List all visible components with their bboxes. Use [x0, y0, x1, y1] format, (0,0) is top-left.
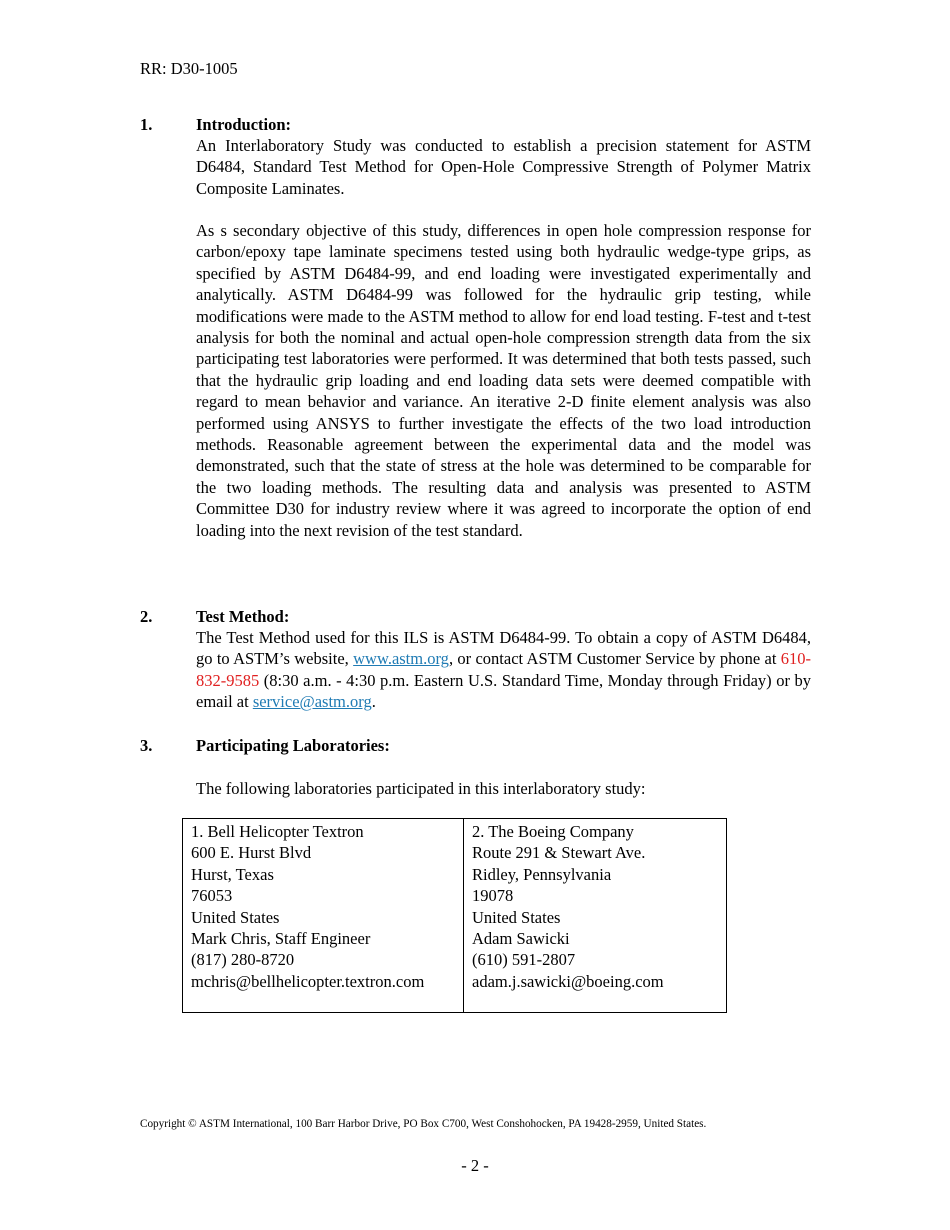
- laboratories-table: [182, 818, 727, 1013]
- table-row: [183, 819, 727, 1013]
- lab-2-zip: 19078: [472, 886, 514, 906]
- lab-1-street: 600 E. Hurst Blvd: [191, 843, 312, 863]
- section-1-number: 1.: [140, 115, 153, 134]
- intro-paragraph-1: An Interlaboratory Study was conducted to establish a precision statement for ASTM D6484, Standard Test Method for Open-Hole Compressive Strength of Polymer Matrix Composite Laminates.: [196, 136, 811, 198]
- lab-1-contact: Mark Chris, Staff Engineer: [191, 929, 371, 949]
- page-number: - 2 -: [461, 1156, 489, 1175]
- intro-paragraph-2: As s secondary objective of this study, differences in open hole compression response for carbon/epoxy tape laminate specimens tested using both hydraulic wedge-type grips, as specified by ASTM D6484-99, and end loading were investigated experimentally and analytically. ASTM D6484-99 was followed for the hydraulic grip testing, while modifications were made to the ASTM method to allow for end load testing. F-test and t-test analysis for both the nominal and actual open-hole compression strength data from the six participating test laboratories were performed. It was determined that both tests passed, such that the hydraulic grip loading and end loading data sets were deemed compatible with regard to mean behavior and variance. An iterative 2-D finite element analysis was also performed using ANSYS to further investigate the effects of the two load introduction methods. Reasonable agreement between the experimental data and the model was demonstrated, such that the state of stress at the hole was determined to be comparable for the two loading methods. The resulting data and analysis was presented to ASTM Committee D30 for industry review where it was agreed to incorporate the option of end loading into the next revision of the test standard.: [196, 221, 811, 540]
- test-method-text-d: .: [371, 692, 376, 712]
- section-1-title: Introduction:: [196, 115, 292, 134]
- astm-phone-number: 610-832-9585: [196, 649, 811, 690]
- section-2-number: 2.: [140, 607, 153, 626]
- lab-1-country: United States: [191, 907, 280, 927]
- copyright-footer: Copyright © ASTM International, 100 Barr Harbor Drive, PO Box C700, West Conshohocken, PA 19428-2959, United States.: [140, 1118, 707, 1130]
- lab-2-country: United States: [472, 907, 561, 927]
- lab-1-email: mchris@bellhelicopter.textron.com: [191, 971, 425, 991]
- report-id: RR: D30-1005: [140, 59, 238, 78]
- test-method-paragraph: [196, 627, 811, 713]
- lab-2-contact: Adam Sawicki: [472, 929, 570, 949]
- lab-1-phone: (817) 280-8720: [191, 950, 295, 970]
- lab-1-zip: 76053: [191, 886, 233, 906]
- lab-2-city: Ridley, Pennsylvania: [472, 864, 612, 884]
- lab-cell-1: [183, 819, 464, 1013]
- section-2-title: Test Method:: [196, 607, 290, 626]
- test-method-text-a: The Test Method used for this ILS is ASTM D6484-99. To obtain a copy of ASTM D6484, go to ASTM’s website,: [196, 628, 811, 669]
- astm-website-link[interactable]: www.astm.org: [353, 649, 449, 669]
- lab-cell-2: [464, 819, 727, 1013]
- lab-2-phone: (610) 591-2807: [472, 950, 576, 970]
- lab-1-city: Hurst, Texas: [191, 864, 274, 884]
- lab-2-name: 2. The Boeing Company: [472, 822, 634, 841]
- section-3-title: Participating Laboratories:: [196, 736, 390, 755]
- lab-2-email: adam.j.sawicki@boeing.com: [472, 971, 664, 991]
- section-3-number: 3.: [140, 736, 153, 755]
- lab-1-name: 1. Bell Helicopter Textron: [191, 822, 364, 841]
- astm-email-link[interactable]: service@astm.org: [252, 692, 372, 712]
- labs-intro: The following laboratories participated in this interlaboratory study:: [196, 779, 646, 798]
- test-method-text-b: , or contact ASTM Customer Service by phone at: [448, 649, 781, 669]
- lab-2-street: Route 291 & Stewart Ave.: [472, 843, 646, 863]
- test-method-text-c: (8:30 a.m. - 4:30 p.m. Eastern U.S. Standard Time, Monday through Friday) or by email at: [196, 670, 811, 712]
